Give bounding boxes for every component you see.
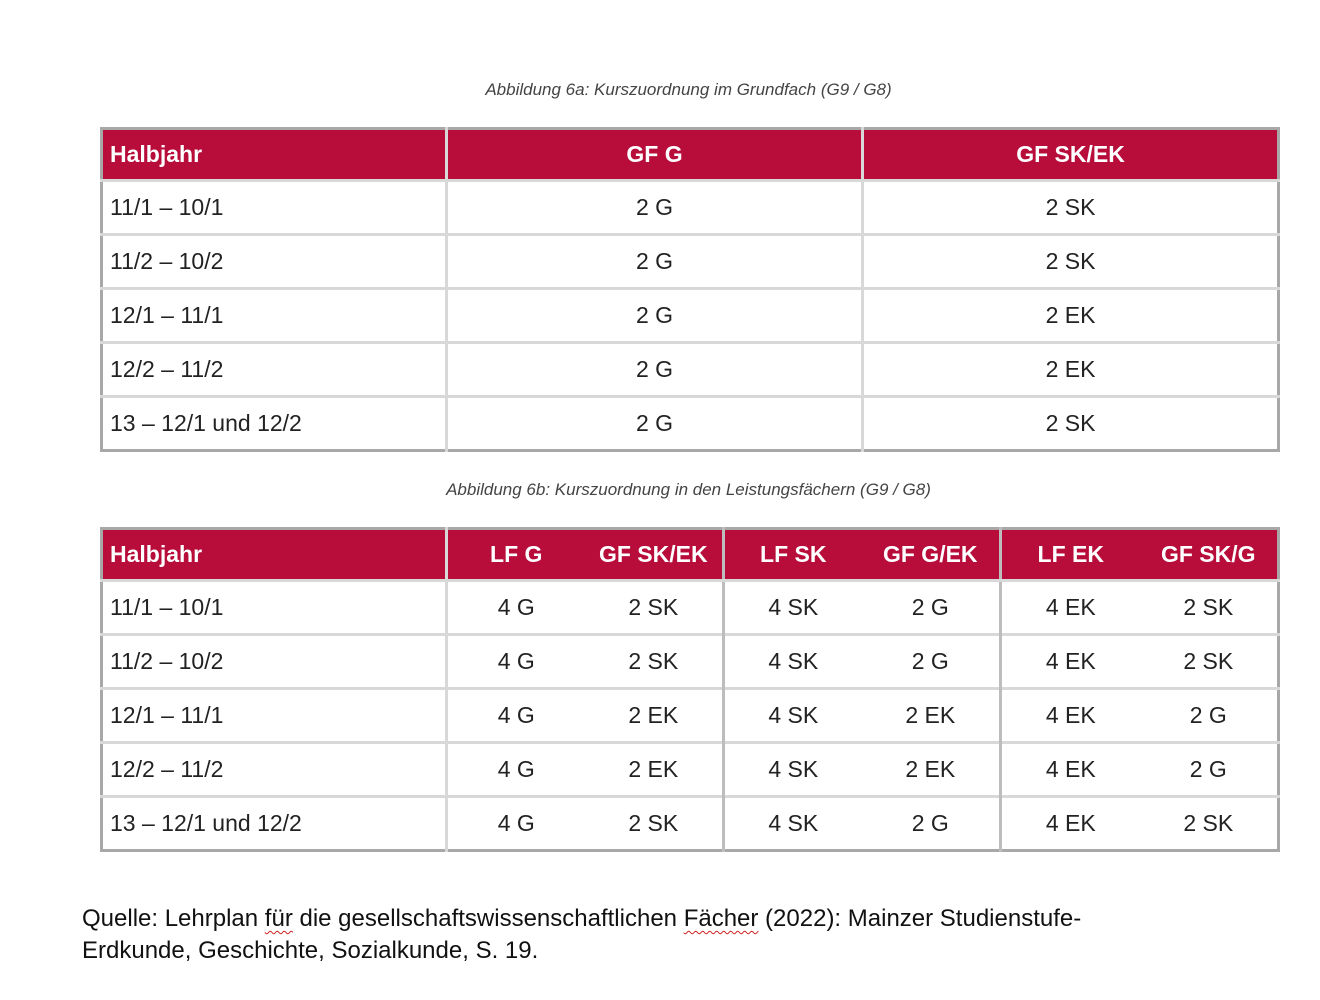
- table-cell: 2 SK: [1140, 797, 1279, 851]
- table-cell: 4 EK: [1001, 743, 1140, 797]
- column-header: GF SK/EK: [863, 129, 1279, 181]
- table-cell: 11/2 – 10/2: [102, 235, 447, 289]
- table-cell: 2 SK: [585, 635, 724, 689]
- table-cell: 2 SK: [1140, 635, 1279, 689]
- table-cell: 4 SK: [724, 635, 862, 689]
- table-cell: 4 G: [447, 689, 585, 743]
- table-cell: 12/1 – 11/1: [102, 289, 447, 343]
- table-cell: 2 SK: [863, 181, 1279, 235]
- table-cell: 2 G: [447, 343, 863, 397]
- table-row: [102, 181, 1279, 235]
- course-assignment-basic-table: [100, 127, 1280, 452]
- table-cell: 2 EK: [585, 743, 724, 797]
- table-row: [102, 797, 1279, 851]
- column-header: LF G: [447, 529, 585, 581]
- table-cell: 2 SK: [1183, 594, 1234, 620]
- table-header-row: [102, 529, 1279, 581]
- table-cell: 13 – 12/1 und 12/2: [102, 397, 447, 451]
- source-text: die gesellschaftswissenschaftlichen: [292, 905, 684, 932]
- source-text: (2022): Mainzer Studienstufe-: [758, 905, 1082, 932]
- table-cell: 4 SK: [724, 581, 862, 635]
- column-header: LF SK: [724, 529, 862, 581]
- table-row: [102, 343, 1279, 397]
- table-cell: 4 SK: [724, 743, 862, 797]
- table-cell: 2 EK: [585, 689, 724, 743]
- table-cell: 4 SK: [724, 797, 862, 851]
- table-row: [102, 743, 1279, 797]
- column-header: GF SK/EK: [585, 529, 724, 581]
- column-header: LF EK: [1001, 529, 1140, 581]
- source-citation: [82, 903, 1262, 967]
- table-cell: 4 EK: [1001, 689, 1140, 743]
- table-cell: 2 G: [1140, 689, 1279, 743]
- source-text: Quelle: Lehrplan: [82, 905, 265, 932]
- table-row: [102, 635, 1279, 689]
- table-a-caption: Abbildung 6a: Kurszuordnung im Grundfach (G9 / G8): [485, 80, 892, 99]
- table-cell: 2 SK: [585, 797, 724, 851]
- table-cell: 2 G: [447, 181, 863, 235]
- table-cell: 4 G: [447, 797, 585, 851]
- column-header: Halbjahr: [102, 129, 447, 181]
- table-cell: 4 G: [447, 635, 585, 689]
- source-text-line-2: Erdkunde, Geschichte, Sozialkunde, S. 19.: [82, 937, 539, 964]
- table-cell: 11/1 – 10/1: [110, 594, 224, 620]
- table-cell: 2 G: [862, 635, 1001, 689]
- table-cell: 2 SK: [863, 235, 1279, 289]
- table-cell: 2 SK: [863, 397, 1279, 451]
- table-cell: 4 EK: [1001, 635, 1140, 689]
- table-row: [102, 289, 1279, 343]
- column-header: GF SK/G: [1140, 529, 1279, 581]
- table-cell: 12/2 – 11/2: [102, 743, 447, 797]
- table-header-row: [102, 129, 1279, 181]
- table-cell: 2 EK: [863, 289, 1279, 343]
- table-cell: 2 EK: [862, 743, 1001, 797]
- table-row: [102, 581, 1279, 635]
- column-header: Halbjahr: [102, 529, 447, 581]
- table-cell: 13 – 12/1 und 12/2: [102, 797, 447, 851]
- table-b-caption: Abbildung 6b: Kurszuordnung in den Leistungsfächern (G9 / G8): [446, 480, 931, 499]
- column-header: GF G/EK: [862, 529, 1001, 581]
- table-cell: 11/2 – 10/2: [102, 635, 447, 689]
- table-cell: 4 EK: [1001, 797, 1140, 851]
- table-cell: 2 G: [447, 397, 863, 451]
- table-cell: 2 G: [1140, 743, 1279, 797]
- table-cell: 4 G: [447, 743, 585, 797]
- spellcheck-flagged-word[interactable]: Fächer: [683, 905, 759, 932]
- column-header: GF G: [447, 129, 863, 181]
- table-cell: 2 G: [911, 594, 949, 620]
- table-cell: 2 EK: [863, 343, 1279, 397]
- table-cell: 12/2 – 11/2: [102, 343, 447, 397]
- table-cell: 4 EK: [1001, 581, 1140, 635]
- table-cell: 12/1 – 11/1: [102, 689, 447, 743]
- table-row: [102, 689, 1279, 743]
- table-row: [102, 235, 1279, 289]
- table-row: [102, 397, 1279, 451]
- table-cell: 2 G: [862, 797, 1001, 851]
- table-cell: 2 EK: [862, 689, 1001, 743]
- table-cell: 11/1 – 10/1: [110, 194, 224, 220]
- table-cell: 4 SK: [724, 689, 862, 743]
- spellcheck-flagged-word[interactable]: für: [264, 905, 293, 932]
- table-cell: 2 SK: [628, 594, 679, 620]
- table-cell: 2 G: [447, 289, 863, 343]
- course-assignment-advanced-table: [100, 527, 1280, 852]
- table-cell: 2 G: [447, 235, 863, 289]
- table-cell: 4 G: [447, 581, 585, 635]
